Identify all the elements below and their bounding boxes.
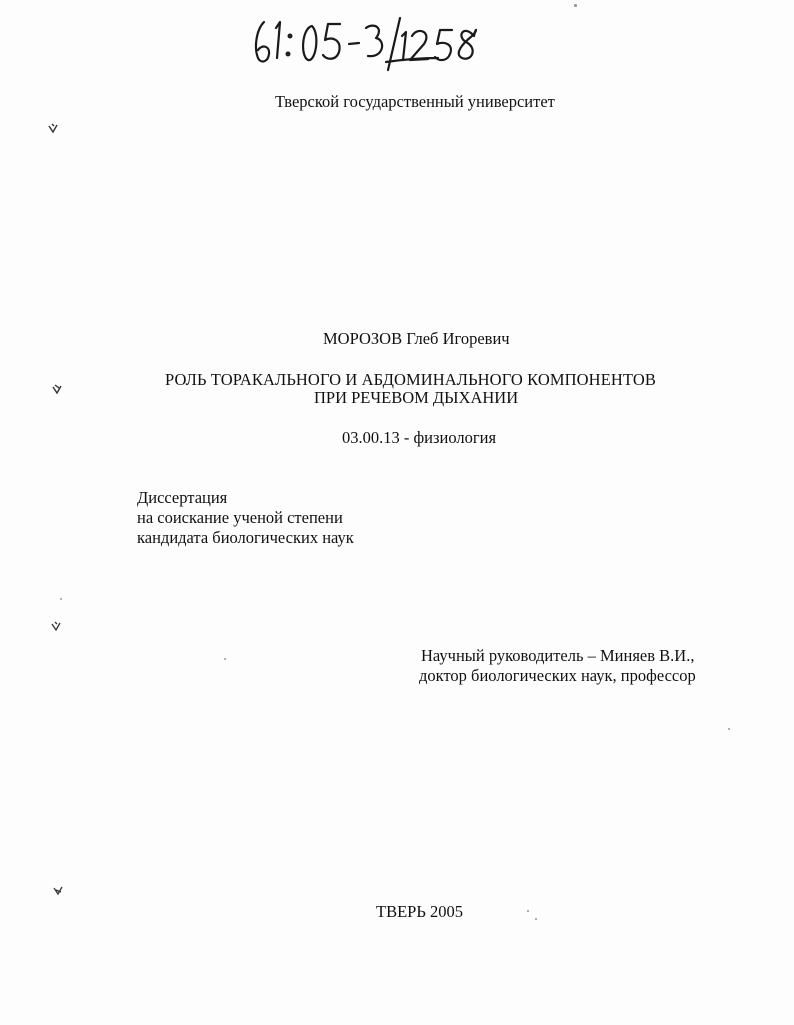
- scan-mark-2: [50, 382, 64, 396]
- city-year: ТВЕРЬ 2005: [376, 902, 463, 921]
- scan-speck: [574, 4, 577, 7]
- scan-mark-3: [49, 620, 63, 634]
- author-name: МОРОЗОВ Глеб Игоревич: [323, 329, 510, 348]
- university-name: Тверской государственный университет: [275, 92, 555, 111]
- dissertation-label: Диссертация: [137, 488, 228, 507]
- scan-mark-1: [46, 122, 60, 136]
- scan-speck: [728, 728, 730, 730]
- scan-speck: [224, 658, 226, 660]
- scan-speck: [60, 598, 62, 600]
- scan-speck: [527, 910, 529, 912]
- thesis-title-line-2: ПРИ РЕЧЕВОМ ДЫХАНИИ: [314, 388, 519, 407]
- thesis-title-line-1: РОЛЬ ТОРАКАЛЬНОГО И АБДОМИНАЛЬНОГО КОМПОНЕНТОВ: [165, 370, 656, 389]
- scan-mark-4: [51, 884, 65, 898]
- specialty-code: 03.00.13 - физиология: [342, 428, 497, 447]
- supervisor-name: Научный руководитель – Миняев В.И.,: [421, 646, 695, 665]
- degree-name: кандидата биологических наук: [137, 528, 354, 547]
- supervisor-credentials: доктор биологических наук, профессор: [419, 666, 696, 685]
- handwritten-archive-code: [250, 14, 490, 74]
- scan-speck: [535, 918, 537, 920]
- degree-purpose: на соискание ученой степени: [137, 508, 343, 527]
